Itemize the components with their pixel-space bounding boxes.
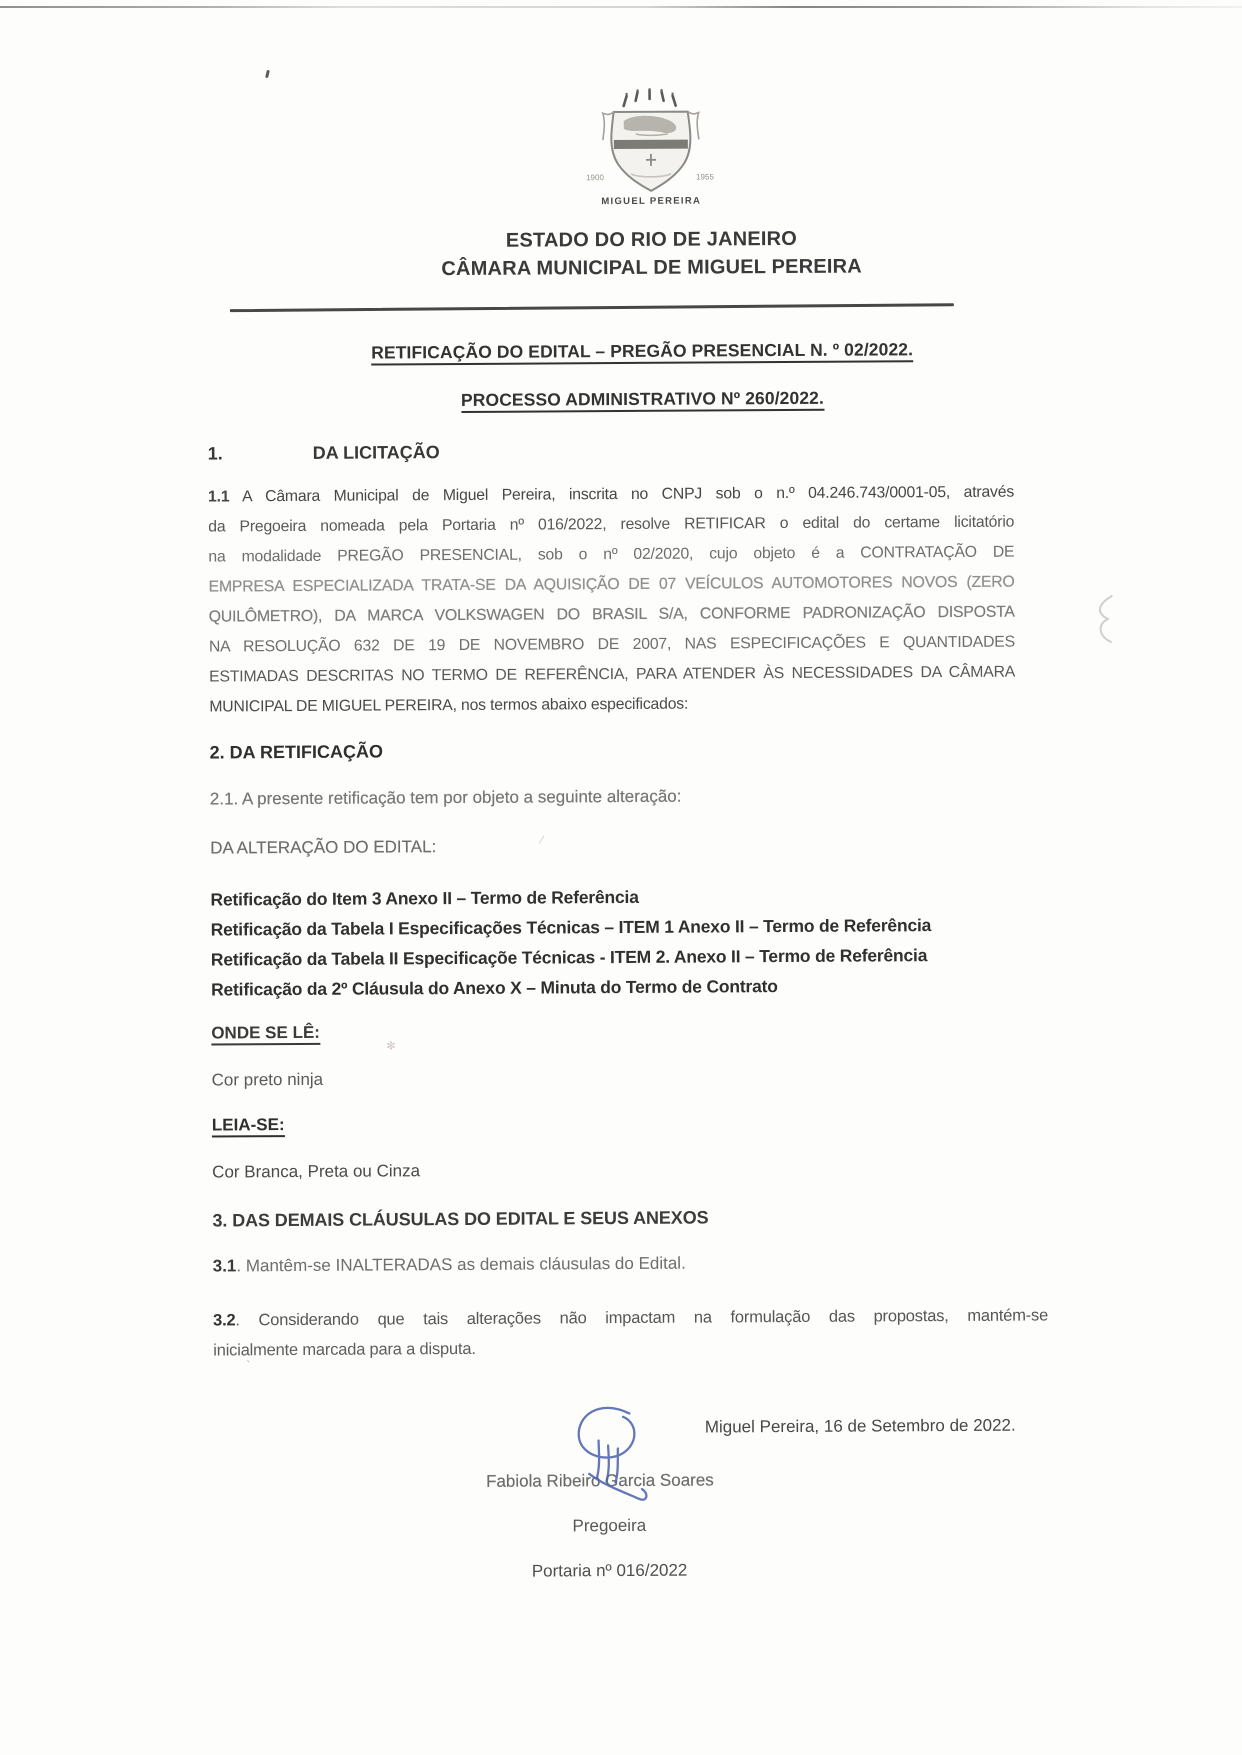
date-line: Miguel Pereira, 16 de Setembro de 2022.	[704, 1415, 1016, 1437]
change-item: Retificação da Tabela I Especificações Técnicas – ITEM 1 Anexo II – Termo de Referência	[210, 915, 932, 940]
section1-number: 1.	[207, 443, 223, 464]
paragraph-line: QUILÔMETRO), DA MARCA VOLKSWAGEN DO BRASIL S/A, CONFORME PADRONIZAÇÃO DISPOSTA	[208, 603, 1015, 626]
logo-year-right: 1955	[696, 172, 714, 182]
leia-se-text: Cor Branca, Preta ou Cinza	[212, 1161, 421, 1182]
signature-scribble	[556, 1393, 671, 1513]
paragraph-line: MUNICIPAL DE MIGUEL PEREIRA, nos termos abaixo especificados:	[209, 695, 689, 716]
paragraph-line: inicialmente marcada para a disputa.	[213, 1339, 476, 1360]
section3-heading: 3. DAS DEMAIS CLÁUSULAS DO EDITAL E SEUS ANEXOS	[212, 1207, 709, 1231]
org-state-line: ESTADO DO RIO DE JANEIRO	[505, 227, 798, 252]
alteration-heading: DA ALTERAÇÃO DO EDITAL:	[210, 837, 437, 858]
item-number: 3.1	[212, 1256, 237, 1276]
section1-paragraph	[208, 478, 1015, 723]
section2-item: 2.1. A presente retificação tem por objeto a seguinte alteração:	[209, 786, 682, 809]
paragraph-line: 3.2. Considerando que tais alterações não impactam na formulação das propostas, mantém-se	[213, 1306, 1049, 1330]
logo-caption: MIGUEL PEREIRA	[601, 195, 702, 208]
paragraph-line: da Pregoeira nomeada pela Portaria nº 016/2022, resolve RETIFICAR o edital do certame licitatório	[208, 513, 1015, 536]
signer-name: Fabiola Ribeiro Garcia Soares	[485, 1470, 714, 1491]
document-title: RETIFICAÇÃO DO EDITAL – PREGÃO PRESENCIAL N. º 02/2022.	[371, 339, 913, 365]
onde-se-le-text: Cor preto ninja	[211, 1069, 324, 1090]
paragraph-line: EMPRESA ESPECIALIZADA TRATA-SE DA AQUISIÇÃO DE 07 VEÍCULOS AUTOMOTORES NOVOS (ZERO	[208, 573, 1015, 596]
paragraph-line: na modalidade PREGÃO PRESENCIAL, sob o nº 02/2020, cujo objeto é a CONTRATAÇÃO DE	[208, 543, 1015, 566]
scan-crease-mark	[1092, 593, 1122, 645]
scan-speck: ✻	[386, 1040, 396, 1053]
org-name-line: CÂMARA MUNICIPAL DE MIGUEL PEREIRA	[441, 255, 862, 281]
section3-item32	[213, 1300, 1048, 1365]
scan-speck: ⁄	[541, 834, 544, 847]
paragraph-line: ESTIMADAS DESCRITAS NO TERMO DE REFERÊNCIA, PARA ATENDER ÀS NECESSIDADES DA CÂMARA	[209, 663, 1016, 686]
changes-list	[210, 879, 1111, 1004]
coat-of-arms-logo	[576, 87, 727, 196]
portaria-line: Portaria nº 016/2022	[531, 1560, 688, 1581]
change-item: Retificação da Tabela II Especificaçõe Técnicas - ITEM 2. Anexo II – Termo de Referência	[210, 945, 928, 970]
section3-item31: 3.1. Mantêm-se INALTERADAS as demais cláusulas do Edital.	[212, 1253, 686, 1276]
paragraph-line: 1.1 A Câmara Municipal de Miguel Pereira, inscrita no CNPJ sob o n.º 04.246.743/0001-05, através	[207, 483, 1015, 506]
scan-speck: `	[246, 1358, 251, 1373]
paragraph-line: NA RESOLUÇÃO 632 DE 19 DE NOVEMBRO DE 2007, NAS ESPECIFICAÇÕES E QUANTIDADES	[208, 633, 1015, 656]
paragraph-number: 1.1	[207, 488, 230, 506]
change-item: Retificação do Item 3 Anexo II – Termo de Referência	[210, 886, 639, 910]
change-item: Retificação da 2º Cláusula do Anexo X – Minuta do Termo de Contrato	[210, 976, 778, 1000]
logo-year-left: 1900	[586, 173, 604, 183]
onde-se-le-label: ONDE SE LÊ:	[211, 1023, 320, 1046]
leia-se-label: LEIA-SE:	[212, 1115, 285, 1137]
signer-role: Pregoeira	[572, 1515, 647, 1536]
section2-heading: 2. DA RETIFICAÇÃO	[209, 741, 383, 763]
process-number-title: PROCESSO ADMINISTRATIVO Nº 260/2022.	[461, 388, 824, 413]
header-divider	[230, 303, 954, 312]
item-number: 3.2	[213, 1311, 236, 1330]
section1-heading: DA LICITAÇÃO	[312, 442, 440, 463]
